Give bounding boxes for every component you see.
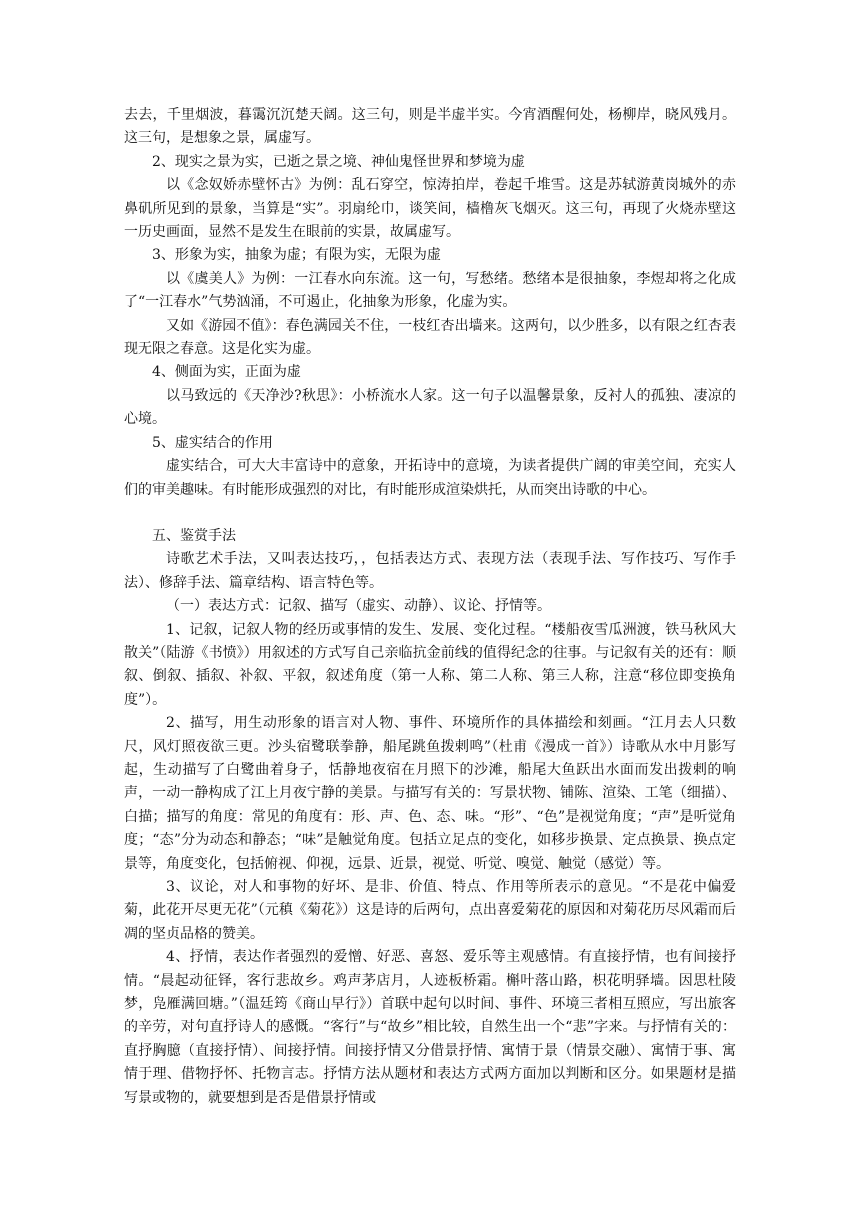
blank-line [124, 502, 736, 525]
paragraph-art-techniques: 诗歌艺术手法，又叫表达技巧，，包括表达方式、表现方法（表现手法、写作技巧、写作手法）、修辞手法、篇章结构、语言特色等。 [124, 551, 736, 591]
subsection-expression-methods: （一）表达方式：记叙、描写（虚实、动静）、议论、抒情等。 [166, 598, 551, 615]
paragraph-nian-nu-jiao: 以《念奴娇赤壁怀古》为例：乱石穿空，惊涛拍岸，卷起千堆雪。这是苏轼游黄岗城外的赤鼻矶所见到的景象，当算是“实”。羽扇纶巾，谈笑间，樯橹灰飞烟灭。这三句，再现了火烧赤壁这一历史画面，显然不是发生在眼前的实景，故属虚写。 [124, 177, 736, 241]
paragraph-lyricism: 4、抒情，表达作者强烈的爱憎、好恶、喜怒、爱乐等主观感情。有直接抒情，也有间接抒情。“晨起动征铎，客行悲故乡。鸡声茅店月，人迹板桥霜。槲叶落山路，枳花明驿墙。因思杜陵梦，凫雁满回塘。”（温廷筠《商山早行》）首联中起句以时间、事件、环境三者相互照应，写出旅客的辛劳，对句直抒诗人的感慨。“客行”与“故乡”相比较，自然生出一个“悲”字来。与抒情有关的：直抒胸臆（直接抒情）、间接抒情。间接抒情又分借景抒情、寓情于景（情景交融）、寓情于事、寓情于理、借物抒怀、托物言志。抒情方法从题材和表达方式两方面加以判断和区分。如果题材是描写景或物的，就要想到是否是借景抒情或 [124, 949, 736, 1106]
subheading-image-vs-abstract: 3、形象为实，抽象为虚；有限为实，无限为虚 [152, 247, 441, 264]
document-body [124, 104, 736, 1110]
paragraph-narration: 1、记叙，记叙人物的经历或事情的发生、发展、变化过程。“楼船夜雪瓜洲渡，铁马秋风大散关”（陆游《书愤》）用叙述的方式写自己亲临抗金前线的值得纪念的往事。与记叙有关的还有：顺叙、倒叙、插叙、补叙、平叙，叙述角度（第一人称、第二人称、第三人称，注意“移位即变换角度”）。 [124, 621, 736, 708]
section-heading-appreciation: 五、鉴赏手法 [152, 527, 236, 544]
paragraph-tian-jing-sha: 以马致远的《天净沙?秋思》：小桥流水人家。这一句子以温馨景象，反衬人的孤独、凄凉的心境。 [124, 387, 736, 428]
paragraph-description: 2、描写，用生动形象的语言对人物、事件、环境所作的具体描绘和刻画。“江月去人只数尺，风灯照夜欲三更。沙头宿鹭联拳静，船尾跳鱼拨剌鸣”（杜甫《漫成一首》）诗歌从水中月影写起，生动描写了白鹭曲着身子，恬静地夜宿在月照下的沙滩，船尾大鱼跃出水面而发出拨剌的响声，一动一静构成了江上月夜宁静的美景。与描写有关的：写景状物、铺陈、渲染、工笔（细描）、白描；描写的角度：常见的角度有：形、声、色、态、味。“形”、“色”是视觉角度；“声”是听觉角度；“态”分为动态和静态；“味”是触觉角度。包括立足点的变化，如移步换景、定点换景、换点定景等，角度变化，包括俯视、仰视，远景、近景，视觉、听觉、嗅觉、触觉（感觉）等。 [124, 715, 736, 872]
paragraph-continuation: 去去，千里烟波，暮霭沉沉楚天阔。这三句，则是半虚半实。今宵酒醒何处，杨柳岸，晓风残月。这三句，是想象之景，属虚写。 [124, 107, 736, 147]
paragraph-yu-mei-ren: 以《虞美人》为例：一江春水向东流。这一句，写愁绪。愁绪本是很抽象，李煜却将之化成了“一江春水”气势汹涌，不可遏止，化抽象为形象，化虚为实。 [124, 270, 736, 311]
paragraph-you-yuan-bu-zhi: 又如《游园不值》：春色满园关不住，一枝红杏出墙来。这两句，以少胜多，以有限之红杏表现无限之春意。这是化实为虚。 [124, 317, 736, 358]
paragraph-combination-effect: 虚实结合，可大大丰富诗中的意象，开拓诗中的意境，为读者提供广阔的审美空间，充实人们的审美趣味。有时能形成强烈的对比，有时能形成渲染烘托，从而突出诗歌的中心。 [124, 458, 736, 498]
paragraph-argument: 3、议论，对人和事物的好坏、是非、价值、特点、作用等所表示的意见。“不是花中偏爱菊，此花开尽更无花”（元稹《菊花》）这是诗的后两句，点出喜爱菊花的原因和对菊花历尽风霜而后凋的坚贞品格的赞美。 [124, 879, 736, 942]
subheading-real-vs-past: 2、现实之景为实，已逝之景之境、神仙鬼怪世界和梦境为虚 [152, 153, 525, 170]
subheading-combination-effect: 5、虚实结合的作用 [152, 434, 273, 451]
subheading-side-vs-front: 4、侧面为实，正面为虚 [152, 364, 301, 381]
